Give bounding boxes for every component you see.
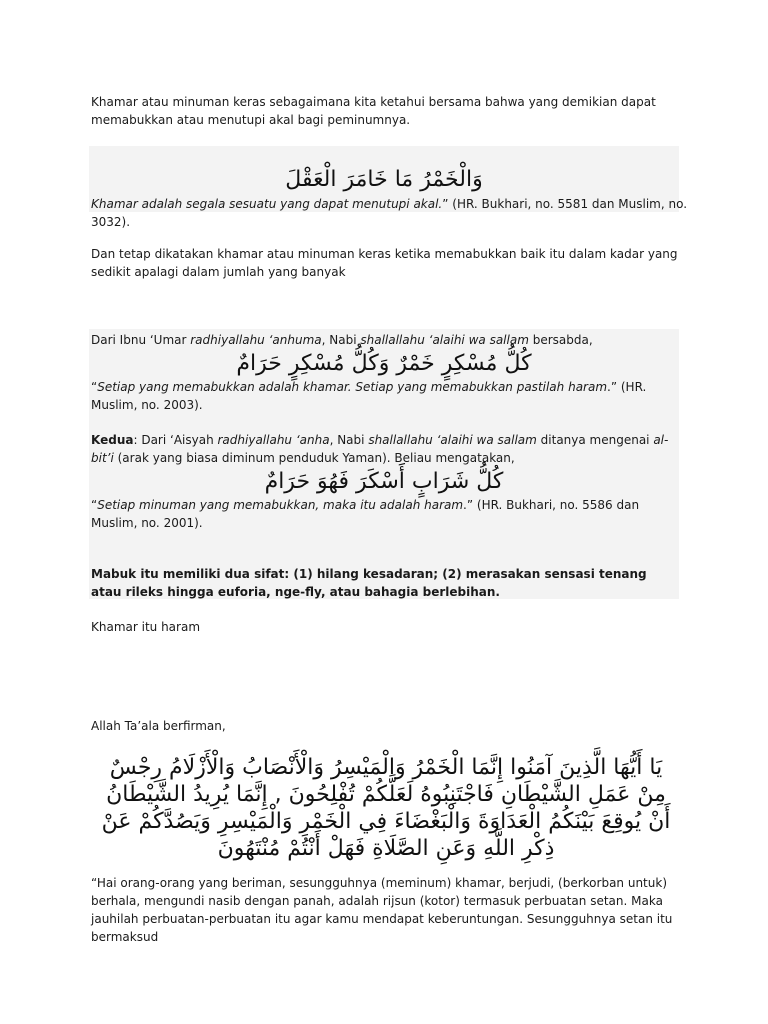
hadith-3-intro-text: ditanya mengenai [536, 433, 654, 447]
hadith-2-arabic: كُلُّ مُسْكِرٍ خَمْرٌ وَكُلُّ مُسْكِرٍ حَرَامٌ [236, 351, 532, 376]
verse-intro: Allah Ta’ala berfirman, [91, 719, 226, 733]
hadith-3-label: Kedua [91, 433, 134, 447]
hadith-3-narrator-honorific: radhiyallahu ‘anha [217, 433, 330, 447]
hadith-1-arabic: وَالْخَمْرُ مَا خَامَرَ الْعَقْلَ [285, 167, 483, 192]
hadith-2-translation [91, 378, 681, 414]
hadith-3-quote-mark: “ [91, 498, 98, 512]
hadith-1-translation-text: Khamar adalah segala sesuatu yang dapat menutupi akal. [91, 197, 443, 211]
intro-paragraph: Khamar atau minuman keras sebagaimana kita ketahui bersama bahwa yang demikian dapat memabukkan atau menutupi akal bagi peminumnya. [91, 95, 656, 127]
hadith-1-translation [91, 195, 691, 231]
hadith-3-intro-text: , Nabi [329, 433, 369, 447]
hadith-3-term: al-bit’i [91, 433, 669, 465]
khamar-haram-heading: Khamar itu haram [91, 620, 201, 634]
hadith-2-prophet-honorific: shallallahu ‘alaihi wa sallam [360, 333, 529, 347]
hadith-2-intro [91, 331, 681, 349]
hadith-3-arabic: كُلُّ شَرَابٍ أَسْكَرَ فَهُوَ حَرَامٌ [264, 469, 504, 494]
hadith-2-translation-text: Setiap yang memabukkan adalah khamar. Setiap yang memabukkan pastilah haram [97, 380, 608, 394]
hadith-2-intro-text: Dari Ibnu ‘Umar [91, 333, 191, 347]
hadith-3-reference: .” (HR. Bukhari, no. 5586 dan Muslim, no. 2001). [91, 498, 640, 530]
mabuk-note: Mabuk itu memiliki dua sifat: (1) hilang kesadaran; (2) merasakan sensasi tenang atau rileks hingga euforia, nge-fly, atau bahagia berlebihan. [91, 567, 647, 599]
hadith-3-intro [91, 431, 681, 467]
hadith-3-translation [91, 496, 681, 532]
kadar-paragraph: Dan tetap dikatakan khamar atau minuman keras ketika memabukkan baik itu dalam kadar yang sedikit apalagi dalam jumlah yang banyak [91, 247, 678, 279]
hadith-2-intro-text: , Nabi [321, 333, 361, 347]
hadith-2-reference: .” (HR. Muslim, no. 2003). [91, 380, 647, 412]
hadith-3-translation-text: Setiap minuman yang memabukkan, maka itu adalah haram [97, 498, 464, 512]
verse-translation: “Hai orang-orang yang beriman, sesungguhnya (meminum) khamar, berjudi, (berkorban untuk) berhala, mengundi nasib dengan panah, adalah rijsun (kotor) termasuk perbuatan setan. Maka jauhilah perbuatan-perbuatan itu agar kamu mendapat keberuntungan. Sesungguhnya setan itu bermaksud [91, 876, 673, 944]
hadith-3-prophet-honorific: shallallahu ‘alaihi wa sallam [368, 433, 537, 447]
hadith-3-intro-text: (arak yang biasa diminum penduduk Yaman). Beliau mengatakan, [113, 451, 515, 465]
hadith-1-reference: ” (HR. Bukhari, no. 5581 dan Muslim, no. 3032). [91, 197, 688, 229]
hadith-2-intro-text: bersabda, [528, 333, 593, 347]
hadith-2-narrator-honorific: radhiyallahu ‘anhuma [190, 333, 322, 347]
hadith-2-quote-mark: “ [91, 380, 98, 394]
hadith-3-intro-text: : Dari ‘Aisyah [133, 433, 218, 447]
quran-verse-arabic: يَا أَيُّهَا الَّذِينَ آمَنُوا إِنَّمَا الْخَمْرُ وَالْمَيْسِرُ وَالْأَنْصَابُ وَالْأَزْلَامُ رِجْسٌ مِنْ عَمَلِ الشَّيْطَانِ فَاجْتَنِبُوهُ لَعَلَّكُمْ تُفْلِحُونَ , إِنَّمَا يُرِيدُ الشَّيْطَانُ أَنْ يُوقِعَ بَيْنَكُمُ الْعَدَاوَةَ وَالْبَغْضَاءَ فِي الْخَمْرِ وَالْمَيْسِرِ وَيَصُدَّكُمْ عَنْ ذِكْرِ اللَّهِ وَعَنِ الصَّلَاةِ فَهَلْ أَنْتُمْ مُنْتَهُونَ [101, 755, 671, 861]
